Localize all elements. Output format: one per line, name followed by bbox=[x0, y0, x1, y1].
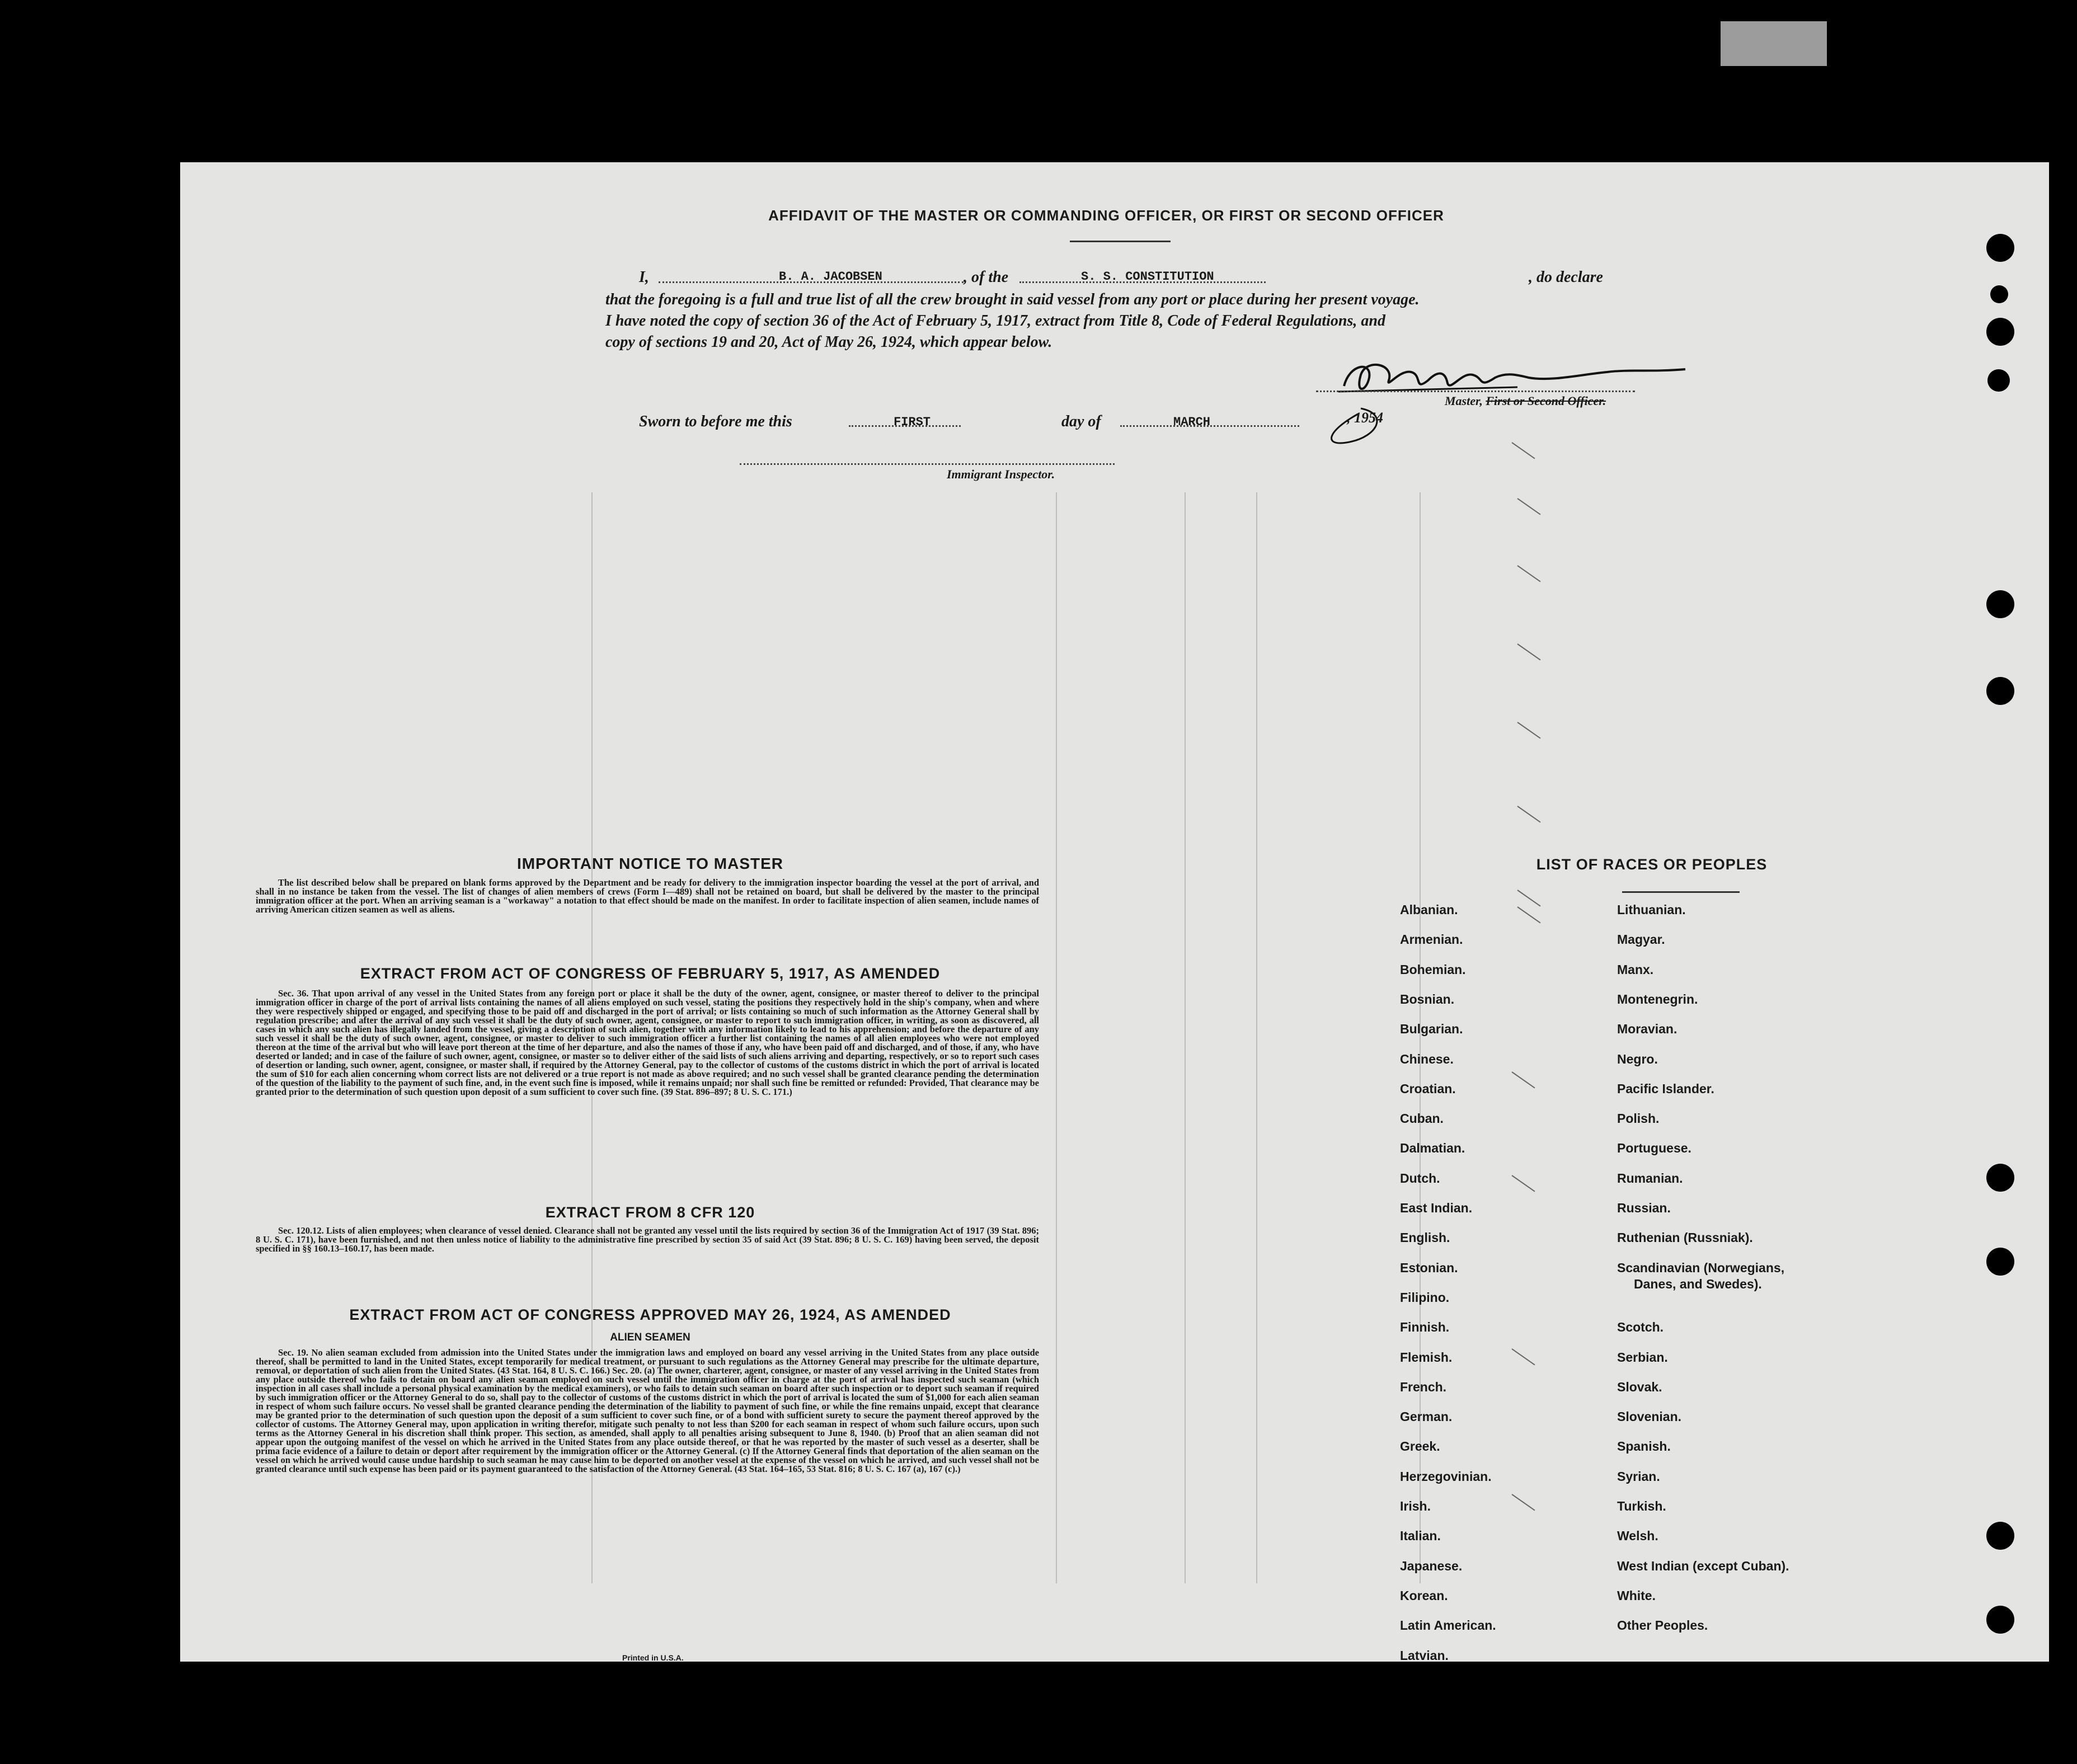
race-item: Japanese. bbox=[1400, 1559, 1463, 1573]
race-item: Manx. bbox=[1617, 962, 1654, 977]
punch-hole bbox=[1990, 285, 2008, 303]
race-item: Pacific Islander. bbox=[1617, 1081, 1714, 1096]
document-page bbox=[180, 162, 2049, 1662]
race-item: Korean. bbox=[1400, 1588, 1448, 1603]
check-mark bbox=[1511, 1071, 1535, 1088]
race-item: Turkish. bbox=[1617, 1499, 1666, 1513]
extract-1924-text: Sec. 19. No alien seaman excluded from admission into the United States under the immigration laws and employed on board any vessel arriving in the United States from any place outside thereof, shall be permitted to land in the United States, except temporarily for medical treatment, or pursuant to such regulations as the Attorney General may prescribe for the ultimate departure, removal, or deportation of such alien from the United States. (43 Stat. 164, 8 U. S. C. 166.) Sec. 20. (a) The owner, charterer, agent, consignee, or master of any vessel arriving in the United States from any place outside thereof who fails to detain on board any alien seaman employed on such vessel until the immigration officer in charge at the port of arrival has inspected such seaman (which inspection in all cases shall include a personal physical examination by the medical examiners), or who fails to detain such seaman on board after such inspection or to deport such seaman if required by such immigration officer or the Attorney General to do so, shall pay to the collector of customs of the customs district in which the port of arrival is located the sum of $1,000 for each alien seaman in respect of whom such failure occurs. No vessel shall be granted clearance pending the determination of the liability to payment of such fine, or while the fine remains unpaid, except that clearance may be granted prior to the determination of such question upon the deposit of a sum sufficient to cover such fine, or of a bond with sufficient surety to secure the payment thereof approved by the collector of customs. The Attorney General may, upon application in writing therefor, mitigate such penalty to not less than $200 for each seaman in respect of whom such failure occurs, upon such terms as the Attorney General in his discretion shall think proper. This section, as amended, shall apply to all penalties arising subsequent to June 8, 1940. (b) Proof that an alien seaman did not appear upon the outgoing manifest of the vessel on which he arrived in the United States from any place outside thereof, or that he was reported by the master of such vessel as a deserter, shall be prima facie evidence of a failure to detain or deport after requirement by the immigration officer or the Attorney General. (c) If the Attorney General finds that deportation of the alien seaman on the vessel on which he arrived would cause undue hardship to such seaman he may cause him to be deported on another vessel at the expense of the vessel on which he arrived, and such vessel shall not be granted clearance until such expense has been paid or its payment guaranteed to the satisfaction of the Attorney General. (43 Stat. 164–165, 53 Stat. 816; 8 U. S. C. 167 (a), 167 (c).) bbox=[256, 1347, 1039, 1474]
signature-line bbox=[1316, 391, 1635, 392]
check-mark bbox=[1517, 565, 1540, 582]
race-item: Herzegovinian. bbox=[1400, 1469, 1492, 1484]
race-item: Spanish. bbox=[1617, 1439, 1671, 1453]
notice-text: The list described below shall be prepared on blank forms approved by the Department and be ready for delivery to the immigration inspector boarding the vessel at the port of arrival, and shall in no instance be taken from the vessel. The list of changes of alien members of crews (Form I—489) shall not be retained on board, but shall be delivered by the master to the principal immigration officer at the port. When an arriving seaman is a "workaway" a notation to that effect should be made on the manifest. In order to facilitate inspection of alien seamen, include names of arriving American citizen seamen as well as aliens. bbox=[256, 877, 1039, 915]
race-item: Danes, and Swedes). bbox=[1634, 1277, 1762, 1291]
race-item: Flemish. bbox=[1400, 1350, 1453, 1365]
inspector-line bbox=[740, 463, 1115, 465]
sworn-label: Sworn to before me this bbox=[639, 413, 792, 430]
sworn-year bbox=[1347, 410, 1383, 426]
show-through-line bbox=[1185, 492, 1186, 1583]
extract-cfr-text: Sec. 120.12. Lists of alien employees; when clearance of vessel denied. Clearance shall not be granted any vessel until the lists required by section 36 of the Immigration Act of 1917 (39 Stat. 896; 8 U. S. C. 171), have been furnished, and not then unless notice of liability to the administrative fine prescribed by section 35 of said Act (39 Stat. 896; 8 U. S. C. 169) having been served, the deposit specified in §§ 160.13–160.17, has been made. bbox=[256, 1225, 1039, 1254]
race-item: Chinese. bbox=[1400, 1052, 1454, 1066]
check-mark bbox=[1517, 643, 1540, 660]
race-item: Armenian. bbox=[1400, 932, 1463, 947]
race-item: Scotch. bbox=[1617, 1320, 1664, 1334]
punch-hole bbox=[1986, 1606, 2014, 1634]
year-suffix: 54 bbox=[1369, 410, 1383, 426]
race-item: Russian. bbox=[1617, 1201, 1671, 1215]
inspector-label: Immigrant Inspector. bbox=[947, 467, 1055, 481]
extract-1924-title: EXTRACT FROM ACT OF CONGRESS APPROVED MAY 26, 1924, AS AMENDED bbox=[349, 1306, 951, 1323]
affidavit-title: AFFIDAVIT OF THE MASTER OR COMMANDING OFFICER, OR FIRST OR SECOND OFFICER bbox=[768, 207, 1444, 224]
punch-hole bbox=[1986, 677, 2014, 705]
sworn-day: FIRST bbox=[894, 415, 931, 429]
check-mark bbox=[1511, 1494, 1535, 1511]
affidavit-line-3: I have noted the copy of section 36 of the Act of February 5, 1917, extract from Title 8, Code of Federal Regulations, and bbox=[605, 312, 1385, 330]
show-through-line bbox=[1256, 492, 1257, 1583]
sworn-month: MARCH bbox=[1173, 415, 1211, 429]
race-item: Ruthenian (Russniak). bbox=[1617, 1230, 1753, 1245]
race-item: Serbian. bbox=[1617, 1350, 1668, 1365]
race-item: Estonian. bbox=[1400, 1260, 1458, 1275]
race-item: Welsh. bbox=[1617, 1528, 1658, 1543]
affidavit-line-4: copy of sections 19 and 20, Act of May 26, 1924, which appear below. bbox=[605, 333, 1052, 351]
check-mark bbox=[1517, 906, 1540, 923]
race-item: Finnish. bbox=[1400, 1320, 1450, 1334]
punch-hole bbox=[1986, 1522, 2014, 1550]
race-item: French. bbox=[1400, 1380, 1447, 1394]
races-title: LIST OF RACES OR PEOPLES bbox=[1536, 856, 1768, 873]
race-item: Rumanian. bbox=[1617, 1171, 1683, 1186]
i-label: I, bbox=[639, 269, 649, 286]
race-item: English. bbox=[1400, 1230, 1450, 1245]
race-item: Croatian. bbox=[1400, 1081, 1456, 1096]
race-item: Negro. bbox=[1617, 1052, 1658, 1066]
race-item: Scandinavian (Norwegians, bbox=[1617, 1260, 1785, 1275]
race-item: East Indian. bbox=[1400, 1201, 1473, 1215]
master-label: Master, bbox=[1445, 394, 1483, 408]
race-item: Italian. bbox=[1400, 1528, 1441, 1543]
check-mark bbox=[1517, 498, 1540, 515]
races-rule bbox=[1622, 891, 1740, 893]
race-item: Bohemian. bbox=[1400, 962, 1466, 977]
vessel-name: S. S. CONSTITUTION bbox=[1081, 270, 1214, 284]
race-item: Latvian. bbox=[1400, 1648, 1449, 1663]
check-mark bbox=[1517, 890, 1540, 906]
printed-in-usa: Printed in U.S.A. bbox=[622, 1653, 684, 1662]
race-item: Dalmatian. bbox=[1400, 1141, 1465, 1155]
struck-officer-label: First or Second Officer. bbox=[1486, 394, 1606, 408]
race-item: Slovak. bbox=[1617, 1380, 1662, 1394]
master-name: B. A. JACOBSEN bbox=[779, 270, 882, 284]
race-item: Irish. bbox=[1400, 1499, 1431, 1513]
race-item: Dutch. bbox=[1400, 1171, 1440, 1186]
extract-1924-subtitle: ALIEN SEAMEN bbox=[610, 1332, 690, 1343]
race-item: German. bbox=[1400, 1409, 1453, 1424]
punch-hole bbox=[1986, 1164, 2014, 1192]
race-item: Bosnian. bbox=[1400, 992, 1455, 1006]
punch-hole bbox=[1987, 369, 2010, 392]
race-item: White. bbox=[1617, 1588, 1656, 1603]
check-mark bbox=[1511, 1175, 1535, 1192]
check-mark bbox=[1517, 722, 1540, 738]
race-item: Other Peoples. bbox=[1617, 1618, 1708, 1633]
race-item: Polish. bbox=[1617, 1111, 1660, 1126]
affidavit-line-2: that the foregoing is a full and true list of all the crew brought in said vessel from any port or place during her present voyage. bbox=[605, 291, 1420, 308]
signature-title bbox=[1445, 394, 1606, 408]
day-of-label: day of bbox=[1061, 413, 1101, 430]
scanner-tab bbox=[1721, 21, 1827, 66]
year-prefix: , 19 bbox=[1347, 410, 1369, 426]
punch-hole bbox=[1986, 1248, 2014, 1276]
punch-hole bbox=[1986, 590, 2014, 618]
check-mark bbox=[1511, 1348, 1535, 1365]
show-through-line bbox=[1056, 492, 1057, 1583]
of-the-label: , of the bbox=[964, 269, 1009, 286]
race-item: Greek. bbox=[1400, 1439, 1440, 1453]
race-item: Montenegrin. bbox=[1617, 992, 1698, 1006]
race-item: Portuguese. bbox=[1617, 1141, 1691, 1155]
race-item: Cuban. bbox=[1400, 1111, 1444, 1126]
race-item: Slovenian. bbox=[1617, 1409, 1682, 1424]
punch-hole bbox=[1986, 318, 2014, 346]
do-declare-label: , do declare bbox=[1529, 269, 1603, 286]
extract-1917-title: EXTRACT FROM ACT OF CONGRESS OF FEBRUARY 5, 1917, AS AMENDED bbox=[360, 965, 941, 982]
punch-hole bbox=[1986, 234, 2014, 262]
check-mark bbox=[1517, 806, 1540, 822]
notice-title: IMPORTANT NOTICE TO MASTER bbox=[516, 855, 784, 872]
race-item: Syrian. bbox=[1617, 1469, 1660, 1484]
race-item: Bulgarian. bbox=[1400, 1022, 1463, 1036]
race-item: West Indian (except Cuban). bbox=[1617, 1559, 1789, 1573]
race-item: Lithuanian. bbox=[1617, 902, 1686, 917]
race-item: Filipino. bbox=[1400, 1290, 1450, 1305]
race-item: Moravian. bbox=[1617, 1022, 1677, 1036]
extract-cfr-title: EXTRACT FROM 8 CFR 120 bbox=[545, 1204, 755, 1221]
race-item: Magyar. bbox=[1617, 932, 1665, 947]
title-rule bbox=[1070, 241, 1171, 242]
extract-1917-text: Sec. 36. That upon arrival of any vessel in the United States from any foreign port or place it shall be the duty of the owner, agent, consignee, or master thereof to deliver to the principal immigration officer in charge of the port of arrival lists containing the names of all aliens employed on such vessel, stating the positions they respectively hold in the ship's company, when and where they were respectively shipped or engaged, and specifying those to be paid off and discharged in the port of arrival; or lists containing so much of such information as the Attorney General shall by regulation prescribe; and after the arrival of any such vessel it shall be the duty of such owner, agent, consignee, or master to report to such immigration officer, in writing, as soon as discovered, all cases in which any such alien has illegally landed from the vessel, giving a description of such alien, together with any information likely to lead to his apprehension; and before the departure of any such vessel it shall be the duty of such owner, agent, consignee, or master to deliver to such immigration officer a further list containing the names of all alien employees who were not employed thereon at the time of the arrival but who will leave port thereon at the time of her departure, and also the names of those if any, who have been paid off and discharged, and of those, if any, who have deserted or landed; and in case of the failure of such owner, agent, consignee, or master so to deliver either of the said lists of such aliens arriving and departing, respectively, or so to report such cases of desertion or landing, such owner, agent, consignee, or master shall, if required by the Attorney General, pay to the collector of customs of the customs district in which the port of arrival is located the sum of $10 for each alien concerning whom correct lists are not delivered or a true report is not made as above required; and no such vessel shall be granted clearance pending the determination of the question of the liability to the payment of such fine, and, in the event such fine is imposed, while it remains unpaid; nor shall such fine be remitted or refunded: Provided, That clearance may be granted prior to the determination of such question upon deposit of a sum sufficient to cover such fine. (39 Stat. 896–897; 8 U. S. C. 171.) bbox=[256, 988, 1039, 1097]
race-item: Latin American. bbox=[1400, 1618, 1496, 1633]
race-item: Albanian. bbox=[1400, 902, 1458, 917]
